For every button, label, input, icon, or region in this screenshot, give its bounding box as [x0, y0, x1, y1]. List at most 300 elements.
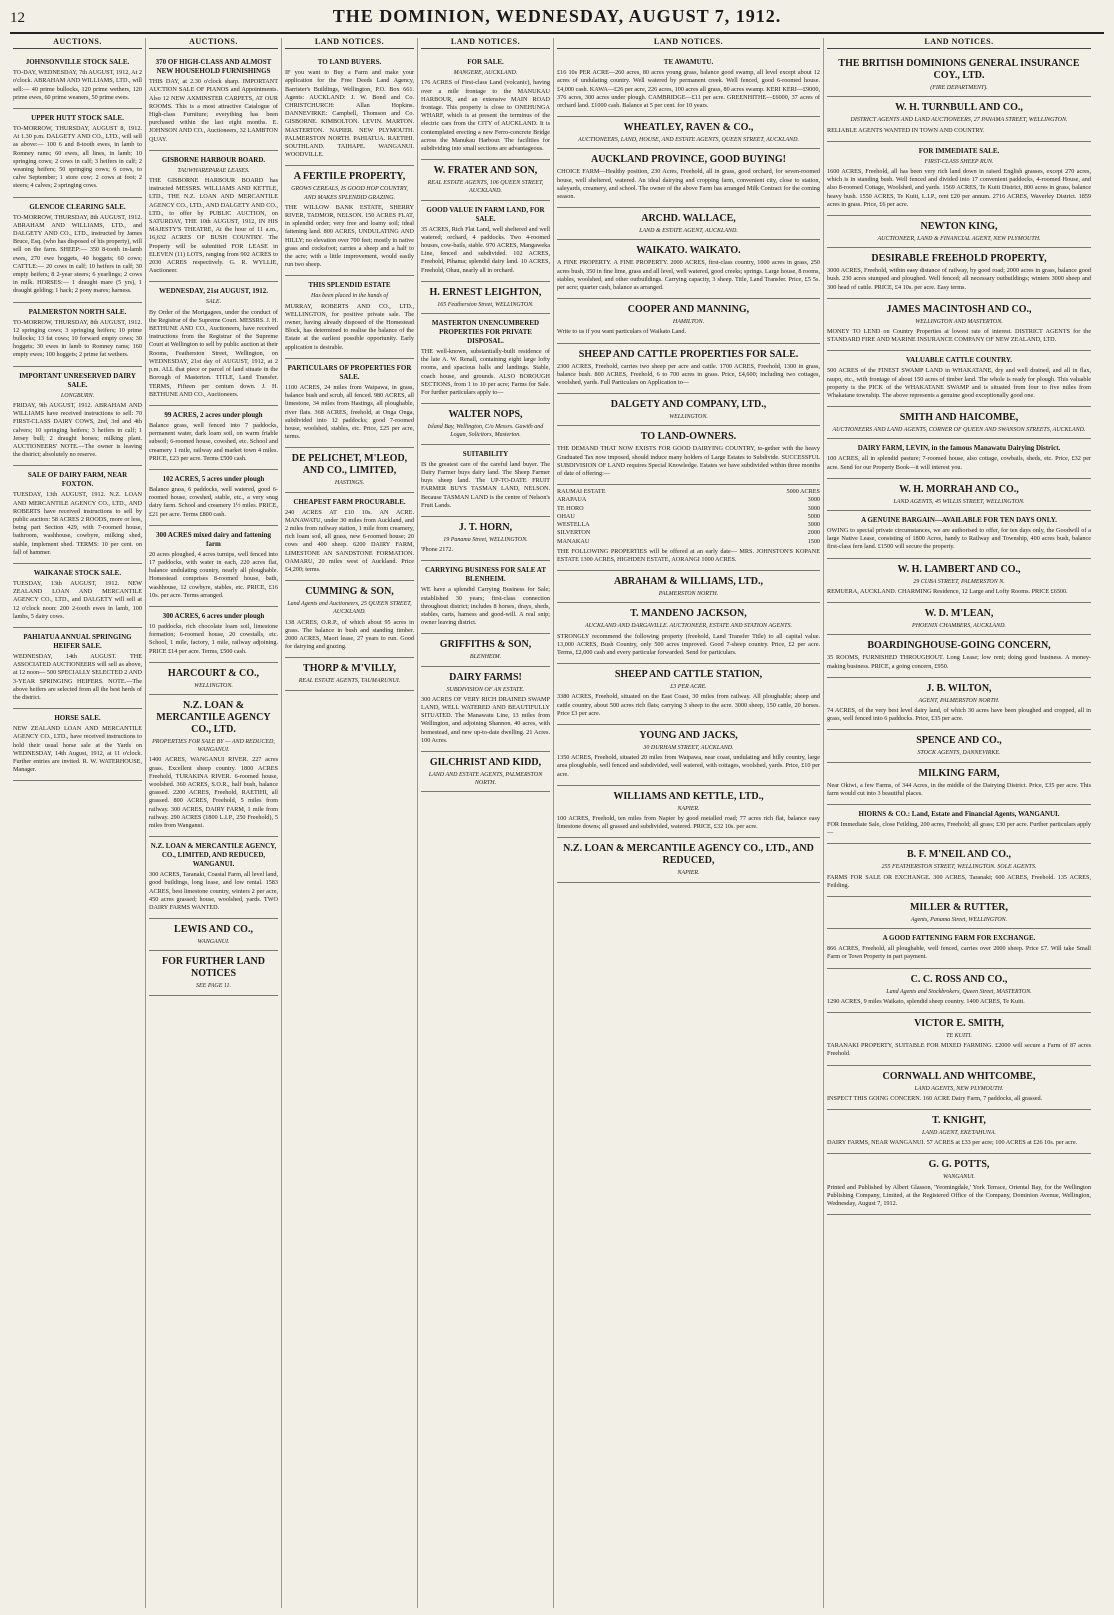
column-heading: LAND NOTICES.: [557, 38, 820, 49]
ad-heading: WAIKATO. WAIKATO.: [636, 245, 741, 257]
ad-heading: MASTERTON UNENCUMBERED PROPERTIES FOR PRIVATE DISPOSAL.: [431, 319, 540, 346]
ad-heading: W. H. LAMBERT AND CO.,: [897, 563, 1021, 575]
ad-subheading: AGENT, PALMERSTON NORTH.: [918, 697, 1000, 704]
advertisement: [827, 635, 1091, 677]
column-2: [146, 38, 282, 1608]
ad-heading: HIORNS & CO.: Land, Estate and Financial Agents, WANGANUI.: [858, 809, 1060, 818]
ad-body: 3380 ACRES, Freehold, situated on the East Coast, 30 miles from railway. All ploughable; sheep and cattle country, about 500 acres rich flats; carrying 3 sheep to the acre. 3000 sheep, 150 cattle, 20 horses. Price £3 per acre.: [557, 693, 820, 717]
ad-body: TUESDAY, 13th AUGUST, 1912. N.Z. LOAN AND MERCANTILE AGENCY CO., LTD., AND ROBERTS have received instructions to sell by public auction: 58 ACRES 2 ROODS, more or less, being part Section 429, with 7-roomed house, bathroom, washhouse, cowbyre, milking shed, stable, implement shed. TERMS: 10 per cent. on fall of hammer.: [13, 491, 142, 556]
advertisement: [421, 752, 550, 792]
ad-subheading: Land Agents and Stockbrokers, Queen Street, MASTERTON.: [886, 988, 1032, 995]
advertisement: [149, 282, 278, 405]
ad-heading: SUITABILITY: [462, 449, 509, 458]
estate-cell: TE HORO: [557, 504, 584, 512]
ad-body: TO-MORROW, THURSDAY, AUGUST 8, 1912. At 1.30 p.m. DALGETY AND CO., LTD., will sell as above:— 100 6 and 8-tooth ewes, in lamb to Romney rams; 60 ewes, all lines, in lamb; 10 springing cows; 2 cows in calf; 3 heifers in calf; 2 weaning heifers; 50 springing cows; 6 cows, to calve September; 1 store cow; 2 cows at foot; 2 steers; 4 calves; 2 springing cows.: [13, 125, 142, 190]
ad-heading: SALE OF DAIRY FARM, NEAR FOXTON.: [27, 471, 128, 489]
advertisement: [827, 1110, 1091, 1154]
estate-cell: 2000: [807, 529, 820, 537]
ad-subheading: 29 CUBA STREET, PALMERSTON N.: [913, 578, 1005, 585]
advertisement: [827, 479, 1091, 511]
advertisement: [827, 805, 1091, 844]
advertisement: [285, 166, 414, 276]
advertisement: [285, 658, 414, 690]
ad-heading: 300 ACRES mixed dairy and fattening farm: [156, 530, 271, 548]
ad-body: 500 ACRES of the FINEST SWAMP LAND in WHAKATANE, dry and well drained, and all in flax, raupo, etc., with frontage of about 150 acres of timber land. The whole is ready for plough. This valuable property is the PICK of the WHAKATANE SWAMP and is situated from four to five miles from Whakatane township. The above represents a genuine good exceptionally good one.: [827, 367, 1091, 400]
ad-subheading: 30 DURHAM STREET, AUCKLAND.: [643, 744, 734, 751]
ad-body: 2300 ACRES, Freehold, carries two sheep per acre and cattle. 1700 ACRES, Freehold, 1300 in grass, balance bush. 800 ACRES, Freehold, 6 to 700 acres in grass. Price, £4,600; including two cottages, woolshed, yards. Full Particulars on Application to—: [557, 362, 820, 387]
ad-body: 176 ACRES of First-class Land (volcanic), having over a mile frontage to the MANUKAU HARBOUR, and an extensive MAIN ROAD frontage. This property is close to ONEHUNGA WHARF, which is at present the terminus of the electric cars from the CITY of AUCKLAND. It is contemplated erecting a new Ferro-concrete Bridge across the Manukau Harbour. The facilities for subdividing into small sections are advantageous.: [421, 79, 550, 153]
column-3: [282, 38, 418, 1608]
page-number: 12: [10, 10, 25, 26]
ad-subheading: LAND & ESTATE AGENT, AUCKLAND.: [639, 228, 738, 235]
ad-heading: GLENCOE CLEARING SALE.: [29, 202, 126, 211]
ad-heading: N.Z. LOAN & MERCANTILE AGENCY, CO., LIMITED, AND REDUCED, WANGANUI.: [150, 842, 277, 869]
advertisement: [421, 667, 550, 752]
ad-body: Write to us if you want particulars of Waikato Land.: [557, 328, 687, 336]
ad-heading: A GOOD FATTENING FARM FOR EXCHANGE.: [882, 934, 1036, 943]
ad-heading: T. MANDENO JACKSON,: [630, 608, 747, 620]
estate-cell: 5000: [807, 512, 820, 520]
advertisement: [827, 844, 1091, 897]
ad-heading: PAHIATUA ANNUAL SPRINGING HEIFER SALE.: [23, 632, 132, 650]
estate-cell: 3000: [807, 504, 820, 512]
ad-heading: BOARDINGHOUSE-GOING CONCERN,: [867, 640, 1051, 652]
ad-heading: NEWTON KING,: [920, 221, 998, 233]
columns-container: [10, 38, 1104, 1608]
advertisement: [421, 634, 550, 666]
ad-body: OWING to special private circumstances, we are authorised to offer, for ten days only, the Goodwill of a large Native Lease, consisting of 1800 Acres, handy to Railway and Township, 400 acres bush, balance first-class fern land. £1500 will secure the property.: [827, 527, 1091, 551]
ad-heading: CORNWALL AND WHITCOMBE,: [882, 1070, 1036, 1082]
ad-heading: THIS SPLENDID ESTATE: [308, 281, 391, 290]
ad-subheading: WELLINGTON.: [669, 414, 708, 421]
advertisement: [827, 53, 1091, 97]
ad-heading: GRIFFITHS & SON,: [439, 639, 532, 651]
column-4: [418, 38, 554, 1608]
advertisement: [827, 897, 1091, 929]
ad-heading: UPPER HUTT STOCK SALE.: [31, 114, 124, 123]
advertisement: [827, 142, 1091, 216]
ad-body: 866 ACRES, Freehold, all ploughable, well fenced, carries over 2000 sheep. Price £7. Will take Small Farm or Town Property in part payment.: [827, 945, 1091, 961]
advertisement: [13, 303, 142, 367]
advertisement: [557, 394, 820, 426]
estate-cell: RAUMAI ESTATE: [557, 488, 606, 496]
ad-body: By Order of the Mortgagees, under the conduct of the Registrar of the Supreme Court. MESSRS. J. H. BETHUNE AND CO., Auctioneers, have received instructions from the Registrar of the Supreme Court at Wellington to sell by public auction at their Rooms, Featherston Street, Wellington, on WEDNESDAY, 21st day of AUGUST, 1912, at 2 p.m. ALL that piece or parcel of land situate in the Borough of Masterton. TITLE, Land Transfer. TERMS, Fifteen per centum down. J. H. BETHUNE AND CO., Auctioneers.: [149, 308, 278, 398]
ad-heading: HORSE SALE.: [54, 714, 101, 723]
ad-heading: COOPER AND MANNING,: [627, 304, 750, 316]
advertisement: [827, 439, 1091, 478]
masthead: [10, 6, 1104, 34]
ad-subheading: 19 Panama Street, WELLINGTON.: [443, 536, 528, 543]
advertisement: [13, 466, 142, 564]
ad-subheading: £3 PER ACRE.: [670, 684, 707, 691]
ad-body: 1350 ACRES, Freehold, situated 20 miles from Waipawa, near coast, undulating and hilly country, large area ploughable, well fenced and subdivided, well watered, with cottages, woolshed, yards. Price, £10 per acre.: [557, 754, 820, 778]
ad-heading: W. FRATER AND SON,: [433, 165, 538, 177]
ad-heading: MILKING FARM,: [918, 767, 1000, 779]
advertisement: [557, 485, 820, 571]
ad-body: Balance grass, 6 paddocks, well watered, good 6-roomed house, cowshed, stable, etc., a very snug dairy farm. School and creamery 1½ miles. PRICE, £21 per acre. Terms £800 cash.: [149, 485, 278, 518]
ad-heading: JOHNSONVILLE STOCK SALE.: [25, 58, 130, 67]
ad-heading: SPENCE AND CO.,: [916, 735, 1002, 747]
ad-body: THIS DAY, at 2.30 o'clock sharp. IMPORTANT AUCTION SALE OF PIANOS and Appointments. Also 12 NEW AXMINSTER CARPETS, AT OUR ROOMS. This is a most attractive Catalogue of High-class Furniture; everything has been purchased within the last eight months. E. JOHNSON AND CO., Auctioneers, 32 LAMBTON QUAY.: [149, 78, 278, 143]
ad-body: 3000 ACRES, Freehold, within easy distance of railway, by good road; 2000 acres in grass, balance good bush. 230 acres stumped and ploughed. Well fenced; all necessary outbuildings; winters 3000 sheep and 300 head of cattle. PRICE, £4 10s. per acre. Easy terms.: [827, 267, 1091, 291]
ad-heading: 99 ACRES, 2 acres under plough: [164, 410, 263, 419]
ad-body: A FINE PROPERTY. A FINE PROPERTY. 2000 ACRES, first-class country, 1000 acres in grass, 250 acres bush, 350 in fine lime, grass and all level, well watered, good creeks; springs. Large house, 8 rooms, stables, woolshed, and other outbuildings. Carrying capacity, 3 sheep. Title, Land Transfer. Price, £5 5s. per acre; quarter cash, balance as arranged.: [557, 259, 820, 292]
advertisement: [13, 53, 142, 109]
ad-heading: TE AWAMUTU.: [663, 58, 714, 67]
ad-body: DAIRY FARMS, NEAR WANGANUI. 57 ACRES at £33 per acre; 100 ACRES at £26 10s. per acre.: [827, 1139, 1078, 1147]
advertisement: [827, 678, 1091, 731]
ad-body: 1100 ACRES, 24 miles from Waipawa, in grass, balance bush and scrub, all fenced. 980 ACRES, all limestone, 34 miles from Hastings, all ploughable, river flats. 368 ACRES, freehold, at Onga Onga, subdivided into 12 paddocks; good 7-roomed house, woolshed, stables, etc. Price, £25 per acre, terms.: [285, 383, 414, 441]
ad-body: 100 ACRES, all in splendid pasture; 7-roomed house, also cottage, cowbails, sheds, etc. Price, £32 per acre. Send for our Property Book—it will interest you.: [827, 455, 1091, 471]
ad-heading: A FERTILE PROPERTY,: [293, 171, 406, 183]
ad-heading: 102 ACRES, 5 acres under plough: [162, 474, 265, 483]
ad-heading: PARTICULARS OF PROPERTIES FOR SALE.: [287, 363, 412, 381]
ad-heading: A GENUINE BARGAIN—AVAILABLE FOR TEN DAYS ONLY.: [861, 516, 1057, 525]
ad-heading: HARCOURT & CO.,: [167, 667, 260, 679]
ad-heading: W. D. M'LEAN,: [924, 608, 994, 620]
ad-subheading: 255 FEATHERSTON STREET, WELLINGTON. SOLE AGENTS.: [881, 864, 1037, 871]
ad-subheading: Land Agents and Auctioneers, 25 QUEEN STREET, AUCKLAND.: [287, 601, 412, 616]
ad-body: MURRAY, ROBERTS AND CO., LTD., WELLINGTON, for positive private sale. The owner, having already disposed of the Homestead Block, has determined to realise the balance of the Estate at the earliest possible opportunity. Early application is desirable.: [285, 302, 414, 351]
ad-heading: DESIRABLE FREEHOLD PROPERTY,: [871, 253, 1047, 265]
advertisement: [285, 276, 414, 358]
ad-heading: SHEEP AND CATTLE STATION,: [614, 669, 763, 681]
advertisement: [557, 149, 820, 208]
ad-body: THE DEMAND THAT NOW EXISTS FOR GOOD DAIRYING COUNTRY, to-gether with the heavy Graduated Tax now imposed, should induce many holders of Large Estates to Subdivide. SUCCESSFUL SUBDIVISION OF LAND requires Special Knowledge. Estates we have subdivided within three months of date of offering:—: [557, 445, 820, 478]
estate-row: [557, 538, 820, 546]
advertisement: [13, 198, 142, 303]
ad-body: NEW ZEALAND LOAN AND MERCANTILE AGENCY CO., LTD., have received instructions to hold their usual horse sale at the Yards on WEDNESDAY, 14th August, 1912, at 11 o'clock. Further entries are invited. R. W. WATERHOUSE, Manager.: [13, 725, 142, 774]
ad-heading: VALUABLE CATTLE COUNTRY.: [905, 356, 1012, 365]
ad-subheading: TAUWHAREPARAE LEASES.: [177, 167, 250, 174]
ad-heading: ARCHD. WALLACE,: [641, 213, 736, 225]
ad-subheading: LAND AND ESTATE AGENTS, PALMERSTON NORTH.: [428, 771, 543, 787]
ad-body: FRIDAY, 9th AUGUST, 1912. ABRAHAM AND WILLIAMS have received instructions to sell: 70 FIRST-CLASS DAIRY COWS, 2nd, 3rd and 4th calvers; 10 springing heifers; 3 heifers in calf; 1 Jersey bull; 2 draught horses; milking plant. AUCTIONEERS' NOTE.—The owner is leaving the district; absolutely no reserve.: [13, 401, 142, 459]
ad-subheading: LONGBURN.: [60, 392, 95, 399]
ad-subheading: WANGANUI.: [942, 1174, 976, 1181]
ad-heading: CUMMING & SON,: [305, 586, 394, 598]
ad-heading: VICTOR E. SMITH,: [914, 1017, 1004, 1029]
ad-heading: FOR IMMEDIATE SALE.: [918, 146, 1000, 155]
advertisement: [827, 511, 1091, 559]
ad-heading: IMPORTANT UNRESERVED DAIRY SALE.: [19, 371, 136, 389]
ad-subheading: LAND AGENTS, NEW PLYMOUTH.: [914, 1085, 1004, 1092]
ad-heading: DALGETY AND COMPANY, LTD.,: [610, 399, 767, 411]
ad-body: THE GISBORNE HARBOUR BOARD has instructed MESSRS. WILLIAMS AND KETTLE, LTD., THE N.Z. LOAN AND MERCANTILE AGENCY CO., LTD., AND DALGETY AND CO., LTD., to offer by PUBLIC AUCTION, on SATURDAY, THE 10th AUGUST, 1912, IN HIS MAJESTY'S THEATRE, At the hour of 11 a.m., 16,632 ACRES OF BUSH COUNTRY. The Property will be submitted FOR LEASE in ELEVEN (11) LOTS, ranging from 902 ACRES to 2030 ACRES respectively. G. R. WYLLIE, Auctioneer.: [149, 177, 278, 275]
advertisement: [421, 282, 550, 314]
advertisement: [149, 151, 278, 283]
estate-cell: 1500: [807, 537, 820, 545]
advertisement: [421, 201, 550, 282]
ad-subheading: AUCTIONEER, LAND & FINANCIAL AGENT, NEW PLYMOUTH.: [877, 236, 1041, 243]
advertisement: [421, 517, 550, 561]
ad-subheading: PROPERTIES FOR SALE BY — AND REDUCED, WANGANUI.: [152, 738, 275, 754]
advertisement: [827, 969, 1091, 1013]
ad-heading: B. F. M'NEIL AND CO.,: [906, 849, 1012, 861]
estate-row: [557, 521, 820, 529]
ad-subheading: GROWS CEREALS, IS GOOD HOP COUNTRY, AND MAKES SPLENDID GRAZING.: [291, 186, 408, 201]
ad-subheading: NAPIER.: [677, 805, 700, 812]
ad-heading: G. G. POTTS,: [928, 1159, 990, 1171]
ad-subheading: Island Bay, Wellington, C/o Messrs. Gawith and Logan, Solicitors, Masterton.: [427, 424, 544, 439]
ad-subheading: TE KUITI.: [946, 1032, 972, 1039]
ad-subheading: Has been placed in the hands of: [311, 293, 388, 300]
advertisement: [13, 109, 142, 198]
ad-heading: AUCKLAND PROVINCE, GOOD BUYING!: [590, 154, 786, 166]
advertisement: [149, 919, 278, 951]
ad-body: 10 paddocks, rich chocolate loam soil, limestone formation; 6-roomed house, 20 cowstalls, etc. School, 1 mile, factory, 1 mile, railway adjoining. PRICE £14 per acre. Terms, £500 cash.: [149, 622, 278, 655]
advertisement: [557, 571, 820, 603]
ad-heading: N.Z. LOAN & MERCANTILE AGENCY CO., LTD.: [156, 699, 271, 735]
advertisement: [149, 607, 278, 663]
ad-body: RELIABLE AGENTS WANTED IN TOWN AND COUNTRY.: [827, 126, 985, 134]
ad-body: MONEY TO LEND on Country Properties at lowest rate of interest. DISTRICT AGENTS for the STANDARD FIRE AND MARINE INSURANCE COMPANY OF NEW ZEALAND, LTD.: [827, 328, 1091, 344]
advertisement: [13, 628, 142, 709]
ad-body: STRONGLY recommend the following property (freehold, Land Transfer Title) to all capital value. 13,000 ACRES, Bush Country, only 500 acres improved. Good 7-sheep country. Price, £2 per acre. Terms, £2,000 cash and every particular forwarded. Send for particulars.: [557, 632, 820, 656]
estate-row: [557, 513, 820, 521]
estate-cell: 3000: [807, 521, 820, 529]
advertisement: [827, 929, 1091, 968]
advertisement: [13, 367, 142, 467]
ad-subheading: PALMERSTON NORTH.: [658, 591, 719, 598]
ad-subheading: HASTINGS.: [334, 480, 365, 487]
advertisement: [285, 581, 414, 658]
ad-subheading: LAND AGENTS, 45 WILLIS STREET, WELLINGTON.: [893, 498, 1025, 505]
advertisement: [421, 561, 550, 634]
advertisement: [285, 359, 414, 448]
ad-body: WE have a splendid Carrying Business for Sale; established 30 years; first-class connection throughout district; includes 8 horses, drays, sheds, stables, carts, harness and good-will. A real snip; owner leaving district.: [421, 586, 550, 627]
ad-subheading: (FIRE DEPARTMENT).: [930, 85, 988, 92]
ad-heading: WALTER NOPS,: [448, 409, 523, 421]
ad-heading: W. H. MORRAH AND CO.,: [899, 483, 1019, 495]
advertisement: [149, 837, 278, 919]
ad-body: THE FOLLOWING PROPERTIES will be offered at an early date— MRS. JOHNSTON'S KOPANE ESTATE 1300 ACRES, HIGHDEN ESTATE, AORANGI 1000 ACRES.: [557, 547, 820, 563]
advertisement: [149, 526, 278, 607]
ad-body: 1400 ACRES, WANGANUI RIVER. 227 acres grass. Excellent sheep country. 1800 ACRES Freehold, TURAKINA RIVER. 6-roomed house, woolshed. 360 ACRES, S.O.R., half bush, balance grassed. 2200 ACRES, Freehold, RAETIHI, all grassed. 800 ACRES, Freehold, 5 miles from railway. 300 ACRES, DAIRY FARM, 1 mile from railway. 290 ACRES (1800 L.I.P., 250 Freehold), 5 miles from Wanganui.: [149, 756, 278, 829]
advertisement: [13, 709, 142, 781]
ad-body: TO-DAY, WEDNESDAY, 7th AUGUST, 1912, At 2 o'clock. ABRAHAM AND WILLIAMS, LTD., will sell:— 40 prime bullocks, 120 prime wethers, 120 prime ewes, 60 prime weaners, 50 prime ewes.: [13, 69, 142, 101]
advertisement: [149, 406, 278, 470]
ad-subheading: DISTRICT AGENTS AND LAND AUCTIONEERS, 27 PANAMA STREET, WELLINGTON.: [850, 117, 1068, 124]
advertisement: [149, 663, 278, 695]
ad-heading: J. T. HORN,: [458, 521, 513, 533]
ad-heading: FOR FURTHER LAND NOTICES: [162, 956, 265, 980]
estate-cell: WESTELLA: [557, 521, 590, 529]
estate-cell: 3000: [807, 496, 820, 504]
ad-heading: THORP & M'VILLY,: [303, 663, 396, 675]
ad-subheading: SEE PAGE 11.: [196, 983, 231, 990]
ad-heading: TO LAND BUYERS.: [317, 58, 382, 67]
ad-body: 74 ACRES, of the very best level dairy land, of which 30 acres have been ploughed and cropped, all in grass, well fenced into 6 paddocks. Price, £35 per acre.: [827, 706, 1091, 723]
ad-body: Balance grass, well fenced into 7 paddocks, permanent water, dark loam soil, on warm friable subsoil; 6-roomed house, cowshed, etc. School and creamery 1 mile, railway and market town 4 miles. PRICE, £23 per acre. Terms £500 cash.: [149, 421, 278, 462]
ad-heading: TO LAND-OWNERS.: [640, 431, 737, 443]
ad-subheading: WELLINGTON.: [194, 682, 233, 689]
advertisement: [557, 786, 820, 839]
advertisement: [149, 53, 278, 151]
advertisement: [827, 1154, 1091, 1215]
ad-heading: C. C. ROSS AND CO.,: [910, 973, 1008, 985]
ad-heading: THE BRITISH DOMINIONS GENERAL INSURANCE COY., LTD.: [838, 58, 1080, 82]
advertisement: [557, 344, 820, 395]
column-heading: LAND NOTICES.: [285, 38, 414, 49]
advertisement: [421, 445, 550, 517]
ad-body: 1290 ACRES, 9 miles Waikato, splendid sheep country. 1400 ACRES, Te Kuiti.: [827, 997, 1025, 1005]
ad-body: 240 ACRES AT £10 10s. AN ACRE. MANAWATU, under 30 miles from Auckland, and 2 miles from railway station, 1 mile from creamery, rich loam soil, all grass, new 6-roomed house; 20 cows and 400 sheep. 6200 DAIRY FARM, LIMESTONE AN SANDSTONE FORMATION. OAMARU, 20 miles west of Auckland. Price £4,200; terms.: [285, 508, 414, 573]
ad-heading: LEWIS AND CO.,: [174, 924, 253, 936]
ad-body: 300 ACRES OF VERY RICH DRAINED SWAMP LAND, WELL WATERED AND BEAUTIFULLY SITUATED. The Manawatu Line, 13 miles from Wellington, and adjoining Shannon. 40 acres, with homestead, and new up-to-date dwelling. 21 Acres. 100 Acres.: [421, 695, 550, 744]
ad-body: TO-MORROW, THURSDAY, 8th AUGUST, 1912. ABRAHAM AND WILLIAMS, LTD., and DALGETY AND CO., LTD., instructed by James Bruce, Esq. (who has disposed of his property), will sell on the farm. SHEEP:— 350 8-tooth in-lamb ewes, 270 ewe hoggets, 40 hoggets; 60 cows; CATTLE:— 20 cows in calf; 10 heifers in calf; 30 empty heifers; 8 2-year steers; 6 yearlings; 2 cows in milk. HORSES:— 1 draught mare (5 yrs), 1 draught gelding; 1 hack; 2 pony mares; harness.: [13, 213, 142, 295]
ad-heading: WEDNESDAY, 21st AUGUST, 1912.: [158, 287, 269, 296]
column-5: [554, 38, 824, 1608]
estate-row: [557, 496, 820, 504]
advertisement: [285, 493, 414, 582]
estate-row: [557, 529, 820, 537]
ad-heading: J. B. WILTON,: [926, 682, 992, 694]
ad-subheading: AUCTIONEERS, LAND, HOUSE, AND ESTATE AGENTS, QUEEN STREET, AUCKLAND.: [578, 137, 799, 144]
advertisement: [149, 470, 278, 526]
advertisement: [827, 730, 1091, 762]
ad-subheading: 165 Featherston Street, WELLINGTON.: [437, 301, 534, 308]
ad-subheading: BLENHEIM.: [469, 654, 502, 661]
ad-subheading: WANGANUI.: [197, 939, 230, 946]
estate-cell: 5000 ACRES: [786, 488, 820, 496]
ad-heading: JAMES MACINTOSH AND CO.,: [886, 303, 1032, 315]
ad-body: WEDNESDAY, 14th AUGUST. THE ASSOCIATED AUCTIONEERS will sell as above, at 12 noon— 500 SPECIALLY SELECTED 2 AND 3-YEAR SPRINGING HEIFERS. NOTE.—The above heifers are selected from all the best herds of the district.: [13, 652, 142, 701]
ad-body: THE well-known, substantially-built residence of the late A. W. Renall, containing eight large lofty rooms, and spacious halls and landings. Stable, coach house, and grounds. ALSO BOROUGH SECTIONS, from 1 to 10 per acre; Farms for Sale. For further particulars apply to—: [421, 348, 550, 397]
ad-heading: SMITH AND HAICOMBE,: [899, 412, 1019, 424]
advertisement: [557, 725, 820, 786]
ad-subheading: AUCTIONEERS AND LAND AGENTS, CORNER OF QUEEN AND SWANSON STREETS, AUCKLAND.: [832, 427, 1086, 434]
ad-subheading: STOCK AGENTS, DANNEVIRKE.: [917, 750, 1001, 757]
estate-row: [557, 505, 820, 513]
estate-cell: OHAU: [557, 512, 575, 520]
ad-body: 1600 ACRES, Freehold, all has been very rich land down in raised English grasses, except 270 acres, which is in standing bush. Well fenced and divided into 17 convenient paddocks, 4-roomed House, and also 8-roomed Cottage, Woolshed, and yards. 1569 ACRES, Te Kuiti District, 800 acres in grass, balance heavy bush. 1550 ACRES, Te Kuiti, L.I.P., rent £20 per annum. 2716 ACRES, Waverley District. 1859 acres in grass. Price, £6 per acre.: [827, 168, 1091, 208]
ad-body: 35 ACRES, Rich Flat Land, well sheltered and well watered; orchard, 4 paddocks. Two 4-roomed houses, cow-bails, stable. 970 ACRES, Mangaweka Line, fenced and subdivided. 102 ACRES, Freehold, Pihama; splendid dairy land. 10 ACRES, Freehold, Ohau, nearly all in orchard.: [421, 225, 550, 274]
ad-heading: DAIRY FARMS!: [449, 671, 522, 683]
ad-body: CHOICE FARM—Healthy position, 230 Acres, Freehold, all in grass, good orchard, for seven-roomed house, well sheltered, watered. An ideal dairying and cropping farm, convenient city, close to station, saleyards, creamery, and school. The owner of the above Farm has arranged Milk Contract for the coming season.: [557, 168, 820, 201]
ad-subheading: AUCKLAND AND DARGAVILLE. AUCTIONEER, ESTATE AND STATION AGENTS.: [585, 623, 792, 630]
ad-body: Near Okiwi, a few Farms, of 344 Acres, in the middle of the Dairying District. Price, £35 per acre. This farm would cut into 3 beautiful places.: [827, 781, 1091, 797]
ad-heading: H. ERNEST LEIGHTON,: [429, 286, 542, 298]
ad-body: IF you want to Buy a Farm and make your application for the Free Deeds Land Agency, Barrister's Buildings, Wellington, P.O. Box 661. Agents: AUCKLAND: J. W. Bond and Co. CHRISTCHURCH: Allan Hopkins. DANNEVIRKE: Campbell, Thomson and Co. GISBORNE. KIMBOLTON. LEVIN. MARTON. MASTERTON. NAPIER. NEW PLYMOUTH. PALMERSTON NORTH. PAHIATUA. RAETIHI. SOUTHLAND. TAIHAPE. WANGANUI. WOODVILLE.: [285, 69, 414, 159]
advertisement: [285, 53, 414, 166]
ad-body: FARMS FOR SALE OR EXCHANGE. 300 ACRES, Taranaki; 600 ACRES, Freehold. 135 ACRES, Feilding.: [827, 873, 1091, 889]
ad-body: 'Phone 2172.: [421, 546, 454, 554]
estate-cell: MANAKAU: [557, 537, 590, 545]
advertisement: [827, 407, 1091, 439]
estate-cell: SILVERTON: [557, 529, 591, 537]
advertisement: [827, 603, 1091, 635]
advertisement: [827, 559, 1091, 603]
advertisement: [827, 248, 1091, 299]
ad-heading: GISBORNE HARBOUR BOARD.: [161, 155, 266, 164]
advertisement: [13, 564, 142, 628]
advertisement: [827, 97, 1091, 141]
ad-subheading: WELLINGTON AND MASTERTON.: [915, 318, 1003, 325]
ad-heading: MILLER & RUTTER,: [909, 901, 1009, 913]
ad-subheading: HAMILTON.: [672, 319, 705, 326]
advertisement: [827, 763, 1091, 805]
ad-body: THE WILLOW BANK ESTATE, SHERRY RIVER, TADMOR, NELSON. 150 ACRES FLAT, in splendid order; very free and loamy soil; ideal fattening land. 800 ACRES, UNDULATING AND HILLY; no elevation over 700 feet; mostly in native grass and cocksfoot; carries a sheep and a half to the acre; with a little improvement, would easily run two sheep.: [285, 203, 414, 269]
ad-heading: FOR SALE.: [467, 58, 504, 67]
ad-body: IS the greatest care of the careful land buyer. The Dairy Farmer buys dairy land. The Sheep Farmer buys sheep land. The UP-TO-DATE FRUIT FARMER BUYS TASMAN LAND, NELSON. Because TASMAN LAND is the centre of Nelson's Fruit Lands.: [421, 460, 550, 509]
advertisement: [557, 299, 820, 343]
advertisement: [557, 426, 820, 485]
ad-heading: DAIRY FARM, LEVIN, in the famous Manawatu Dairying District.: [857, 444, 1061, 453]
ad-heading: W. H. TURNBULL AND CO.,: [895, 102, 1023, 114]
advertisement: [557, 603, 820, 664]
ad-subheading: PHOENIX CHAMBERS, AUCKLAND.: [912, 623, 1006, 630]
ad-body: TO-MORROW, THURSDAY, 8th AUGUST, 1912. 12 springing cows; 3 springing heifers; 10 prime bullocks; 13 fat cows; 10 forward empty cows; 30 hoggets; 30 ewes in lamb to Romney rams; 160 empty ewes; 100 hoggets; 2 prime fat wethers.: [13, 318, 142, 359]
ad-body: Printed and Published by Albert Glasson, 'Yeomingdale,' York Terrace, Oriental Bay, for the Wellington Publishing Company, Limited, at the Registered Office of the Company, Dominion Avenue, Wellington, Wednesday, August 7, 1912.: [827, 1183, 1091, 1207]
ad-subheading: SALE.: [205, 299, 222, 306]
ad-subheading: NAPIER.: [677, 870, 700, 877]
column-heading: LAND NOTICES.: [421, 38, 550, 49]
advertisement: [421, 314, 550, 404]
ad-heading: WHEATLEY, RAVEN & CO.,: [623, 122, 754, 134]
advertisement: [557, 838, 820, 882]
advertisement: [285, 448, 414, 492]
column-heading: AUCTIONS.: [13, 38, 142, 49]
ad-heading: CARRYING BUSINESS FOR SALE AT BLENHEIM.: [425, 566, 546, 584]
ad-body: 35 ROOMS, FURNISHED THROUGHOUT. Long Lease; low rent; doing good business. A money-making business. PRICE, a going concern, £950.: [827, 654, 1091, 670]
advertisement: [421, 404, 550, 444]
ad-subheading: REAL ESTATE AGENTS, TAUMARUNUI.: [298, 678, 401, 685]
advertisement: [557, 53, 820, 117]
advertisement: [557, 664, 820, 725]
ad-body: TARANAKI PROPERTY, SUITABLE FOR MIXED FARMING. £2000 will secure a Farm of 87 acres Freehold.: [827, 1042, 1091, 1058]
ad-body: INSPECT THIS GOING CONCERN. 160 ACRE Dairy Farm, 7 paddocks, all grassed.: [827, 1094, 1043, 1102]
ad-subheading: FIRST-CLASS SHEEP RUN.: [924, 158, 994, 165]
ad-heading: PALMERSTON NORTH SALE.: [28, 307, 127, 316]
ad-body: TUESDAY, 13th AUGUST, 1912. NEW ZEALAND LOAN AND MERCANTILE AGENCY CO., LTD., and DALGETY will sell at 12 o'clock noon: 200 2-tooth ewes in lamb, 100 lambs, 5 dairy cows.: [13, 579, 142, 620]
ad-body: 100 ACRES, Freehold, ten miles from Napier by good metalled road; 77 acres rich flat, balance easy limestone downs; all grassed and subdivided, watered. PRICE, £32 10s. per acre.: [557, 814, 820, 831]
ad-heading: GILCHRIST AND KIDD,: [429, 756, 542, 768]
column-heading: LAND NOTICES.: [827, 38, 1091, 49]
advertisement: [827, 299, 1091, 352]
advertisement: [557, 240, 820, 299]
ad-body: 300 ACRES, Taranaki, Coastal Farm, all level land, good buildings, long lease, and low rental. 1583 ACRES, best limestone country, winters 2 per acre, 450 acres grassed; house, woolshed, yards. TWO DAIRY FARMS WANTED.: [149, 871, 278, 912]
advertisement: [149, 695, 278, 837]
newspaper-title: THE DOMINION, WEDNESDAY, AUGUST 7, 1912.: [332, 6, 782, 26]
advertisement: [557, 208, 820, 240]
ad-body: 20 acres ploughed, 4 acres turnips, well fenced into 17 paddocks, with water in each, 220 acres flat, balance undulating country, nearly all ploughable. Homestead comprises 8-roomed house, bath, washhouse, 12 cowbyre, stables, etc. PRICE, £16 10s. per acre. Terms arranged.: [149, 550, 278, 599]
ad-heading: ABRAHAM & WILLIAMS, LTD.,: [614, 576, 763, 588]
ad-subheading: SUBDIVISION OF AN ESTATE.: [446, 686, 525, 693]
ad-heading: SHEEP AND CATTLE PROPERTIES FOR SALE.: [578, 348, 799, 360]
advertisement: [827, 1013, 1091, 1066]
ad-heading: CHEAPEST FARM PROCURABLE.: [293, 497, 406, 506]
ad-subheading: REAL ESTATE AGENTS, 106 QUEEN STREET, AUCKLAND.: [427, 180, 544, 195]
advertisement: [149, 951, 278, 995]
ad-heading: 300 ACRES, 6 acres under plough: [162, 611, 265, 620]
ad-body: 138 ACRES, O.R.P., of which about 95 acres in grass. The balance in bush and standing timber. 2000 ACRES, Maori lease, 27 years to run. Good for dairying and grazing.: [285, 618, 414, 651]
ad-body: REMUERA, AUCKLAND. CHARMING Residence, 12 Large and Lofty Rooms. PRICE £6500.: [827, 587, 1068, 595]
advertisement: [557, 117, 820, 149]
advertisement: [421, 160, 550, 200]
ad-subheading: MANGERE, AUCKLAND.: [453, 70, 518, 77]
ad-body: £16 10s PER ACRE—260 acres, 80 acres young grass, balance good swamp, all level except about 12 acres of undulating country. Well watered by permanent creek. Well fenced, good 6-roomed house. £4,000 cash. KAWA—£26 per acre, 226 acres, 100 acres all grass, 80 acres swamp. KERI KERI—£9000, 376 acres, 300 acres under plough. CAMBRIDGE—£11 per acre. GREENHITHE—£6000, 37 acres of orchard land. £1000 cash. Balance at 5 per cent. for 10 years.: [557, 69, 820, 110]
ad-heading: GOOD VALUE IN FARM LAND, FOR SALE.: [426, 205, 545, 223]
ad-subheading: Agents, Panama Street, WELLINGTON.: [910, 916, 1008, 923]
ad-body: FOR Immediate Sale, close Feilding, 200 acres, Freehold; all grass; £30 per acre. Further particulars apply—: [827, 820, 1091, 837]
ad-heading: T. KNIGHT,: [932, 1114, 986, 1126]
advertisement: [827, 351, 1091, 407]
advertisement: [421, 53, 550, 160]
ad-heading: 370 OF HIGH-CLASS AND ALMOST NEW HOUSEHOLD FURNISHINGS: [155, 58, 272, 76]
ad-heading: WAIKANAE STOCK SALE.: [33, 568, 122, 577]
advertisement: [827, 216, 1091, 248]
